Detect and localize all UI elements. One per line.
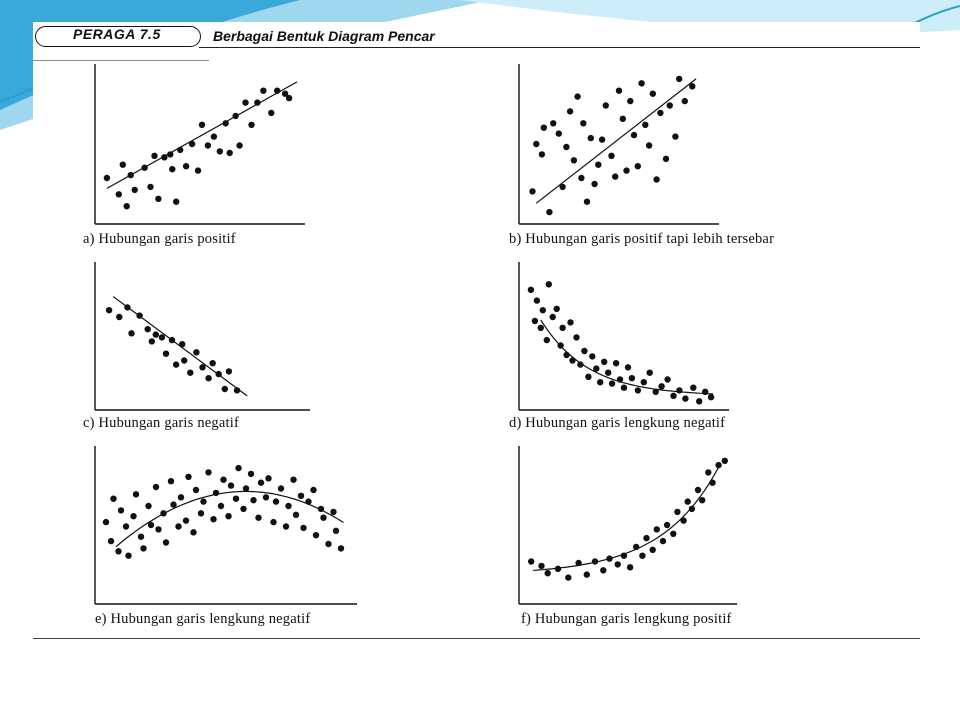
data-point-e-10 <box>140 545 146 551</box>
data-point-b-34 <box>663 156 669 162</box>
header-subrule <box>33 60 209 61</box>
data-point-a-2 <box>120 162 126 168</box>
scatter-plot-e <box>95 446 357 604</box>
data-point-e-59 <box>330 509 336 515</box>
data-point-a-27 <box>248 122 254 128</box>
data-point-d-37 <box>682 395 688 401</box>
data-point-f-7 <box>592 558 598 564</box>
data-point-c-4 <box>136 312 142 318</box>
data-point-b-25 <box>627 98 633 104</box>
data-point-f-1 <box>538 563 544 569</box>
data-point-b-38 <box>682 98 688 104</box>
data-point-e-7 <box>130 513 136 519</box>
data-point-d-16 <box>581 348 587 354</box>
data-point-f-14 <box>639 553 645 559</box>
data-point-c-17 <box>205 375 211 381</box>
data-point-d-14 <box>573 334 579 340</box>
data-point-c-11 <box>173 361 179 367</box>
data-point-b-37 <box>676 76 682 82</box>
trend-line-b <box>536 79 696 203</box>
data-point-c-5 <box>145 326 151 332</box>
data-point-c-16 <box>199 364 205 370</box>
data-point-a-18 <box>199 122 205 128</box>
data-point-c-3 <box>128 330 134 336</box>
data-point-b-29 <box>642 122 648 128</box>
data-point-d-15 <box>577 361 583 367</box>
data-point-b-11 <box>574 93 580 99</box>
data-point-b-21 <box>612 173 618 179</box>
data-point-f-24 <box>689 506 695 512</box>
scatter-panel-c <box>95 262 310 410</box>
data-point-e-14 <box>155 526 161 532</box>
data-point-b-3 <box>541 125 547 131</box>
data-point-d-24 <box>613 360 619 366</box>
data-point-c-0 <box>106 307 112 313</box>
scatter-plot-f <box>519 446 737 604</box>
data-point-b-24 <box>623 167 629 173</box>
data-point-a-9 <box>155 196 161 202</box>
caption-c: c) Hubungan garis negatif <box>83 415 239 431</box>
data-point-a-29 <box>260 88 266 94</box>
scatter-plot-a <box>95 64 305 224</box>
data-point-e-42 <box>263 494 269 500</box>
data-point-b-23 <box>620 116 626 122</box>
data-point-b-28 <box>638 80 644 86</box>
data-point-e-52 <box>300 525 306 531</box>
data-point-d-1 <box>532 318 538 324</box>
data-point-b-4 <box>546 209 552 215</box>
data-point-b-13 <box>580 120 586 126</box>
caption-d: d) Hubungan garis lengkung negatif <box>509 415 726 431</box>
data-point-b-19 <box>603 102 609 108</box>
data-point-e-30 <box>218 503 224 509</box>
data-point-d-22 <box>605 370 611 376</box>
data-point-a-17 <box>195 167 201 173</box>
data-point-d-4 <box>540 307 546 313</box>
data-point-e-11 <box>145 503 151 509</box>
data-point-d-25 <box>617 376 623 382</box>
data-point-f-15 <box>643 535 649 541</box>
data-point-e-48 <box>285 503 291 509</box>
data-point-f-9 <box>606 555 612 561</box>
data-point-e-16 <box>163 539 169 545</box>
data-point-b-31 <box>650 91 656 97</box>
data-point-a-22 <box>223 120 229 126</box>
data-point-a-28 <box>254 99 260 105</box>
data-point-b-20 <box>608 153 614 159</box>
data-point-d-9 <box>557 342 563 348</box>
figure-sheet <box>33 22 920 639</box>
data-point-b-6 <box>556 130 562 136</box>
data-point-d-41 <box>708 394 714 400</box>
data-point-f-26 <box>699 497 705 503</box>
data-point-b-17 <box>595 162 601 168</box>
data-point-a-8 <box>151 153 157 159</box>
data-point-c-22 <box>234 387 240 393</box>
data-point-e-43 <box>265 475 271 481</box>
data-point-c-2 <box>124 304 130 310</box>
data-point-e-41 <box>258 480 264 486</box>
data-point-d-26 <box>621 385 627 391</box>
data-point-e-6 <box>125 553 131 559</box>
data-point-b-2 <box>539 151 545 157</box>
data-point-b-36 <box>672 133 678 139</box>
data-point-d-31 <box>647 370 653 376</box>
data-point-f-11 <box>621 553 627 559</box>
data-point-f-3 <box>555 566 561 572</box>
data-point-e-5 <box>123 523 129 529</box>
data-point-e-39 <box>250 497 256 503</box>
figure-title: Berbagai Bentuk Diagram Pencar <box>213 28 435 44</box>
data-point-e-46 <box>278 485 284 491</box>
data-point-e-57 <box>320 515 326 521</box>
scatter-panel-a <box>95 64 305 224</box>
data-point-d-20 <box>597 379 603 385</box>
data-point-f-17 <box>654 526 660 532</box>
data-point-b-14 <box>584 199 590 205</box>
data-point-e-44 <box>270 519 276 525</box>
data-point-e-21 <box>183 517 189 523</box>
data-point-a-33 <box>286 95 292 101</box>
data-point-d-2 <box>534 297 540 303</box>
data-point-b-12 <box>578 175 584 181</box>
data-point-f-22 <box>680 517 686 523</box>
data-point-e-32 <box>225 513 231 519</box>
data-point-e-34 <box>233 496 239 502</box>
data-point-f-0 <box>528 558 534 564</box>
data-point-f-29 <box>715 462 721 468</box>
data-point-d-6 <box>546 281 552 287</box>
data-point-c-8 <box>159 334 165 340</box>
data-point-e-40 <box>255 515 261 521</box>
caption-f: f) Hubungan garis lengkung positif <box>521 611 732 627</box>
data-point-a-1 <box>116 191 122 197</box>
data-point-c-10 <box>169 337 175 343</box>
data-point-f-23 <box>685 498 691 504</box>
data-point-a-12 <box>169 166 175 172</box>
data-point-f-16 <box>650 547 656 553</box>
data-point-e-36 <box>240 506 246 512</box>
data-point-e-37 <box>243 485 249 491</box>
data-point-a-20 <box>211 133 217 139</box>
data-point-f-13 <box>633 544 639 550</box>
data-point-c-14 <box>187 370 193 376</box>
scatter-panel-b <box>519 64 719 224</box>
trend-line-a <box>107 82 297 189</box>
data-point-f-18 <box>660 538 666 544</box>
data-point-c-15 <box>193 349 199 355</box>
data-point-e-45 <box>273 498 279 504</box>
data-point-f-2 <box>545 570 551 576</box>
data-point-e-18 <box>170 501 176 507</box>
data-point-f-12 <box>627 564 633 570</box>
scatter-plot-b <box>519 64 719 224</box>
data-point-a-25 <box>236 142 242 148</box>
data-point-c-21 <box>226 368 232 374</box>
data-point-f-19 <box>664 522 670 528</box>
data-point-b-30 <box>646 142 652 148</box>
data-point-e-55 <box>313 532 319 538</box>
data-point-e-15 <box>160 510 166 516</box>
caption-b: b) Hubungan garis positif tapi lebih tersebar <box>509 231 775 247</box>
data-point-d-10 <box>559 325 565 331</box>
figure-number-label: PERAGA 7.5 <box>73 26 161 42</box>
data-point-a-23 <box>227 150 233 156</box>
data-point-b-8 <box>563 144 569 150</box>
data-point-e-0 <box>103 519 109 525</box>
trend-curve-f <box>533 463 721 570</box>
data-point-e-23 <box>190 529 196 535</box>
data-point-d-19 <box>593 365 599 371</box>
data-point-f-30 <box>722 458 728 464</box>
data-point-b-15 <box>588 135 594 141</box>
data-point-a-16 <box>189 141 195 147</box>
scatter-panel-e <box>95 446 357 604</box>
data-point-e-29 <box>213 490 219 496</box>
data-point-b-35 <box>667 102 673 108</box>
caption-a: a) Hubungan garis positif <box>83 231 236 247</box>
data-point-d-18 <box>589 353 595 359</box>
data-point-b-0 <box>529 188 535 194</box>
data-point-d-7 <box>550 314 556 320</box>
data-point-c-13 <box>181 357 187 363</box>
data-point-e-2 <box>110 496 116 502</box>
data-point-b-33 <box>657 110 663 116</box>
data-point-d-11 <box>563 352 569 358</box>
data-point-b-16 <box>591 181 597 187</box>
data-point-a-14 <box>177 147 183 153</box>
data-point-e-28 <box>210 516 216 522</box>
data-point-f-28 <box>709 480 715 486</box>
data-point-a-4 <box>128 172 134 178</box>
data-point-e-49 <box>290 477 296 483</box>
data-point-e-38 <box>248 471 254 477</box>
data-point-f-27 <box>705 469 711 475</box>
data-point-b-7 <box>559 184 565 190</box>
data-point-d-28 <box>629 375 635 381</box>
data-point-d-8 <box>554 306 560 312</box>
data-point-c-6 <box>149 338 155 344</box>
data-point-c-12 <box>179 341 185 347</box>
data-point-a-24 <box>232 113 238 119</box>
data-point-f-25 <box>695 487 701 493</box>
data-point-b-27 <box>635 163 641 169</box>
data-point-e-1 <box>108 538 114 544</box>
data-point-f-8 <box>600 567 606 573</box>
data-point-a-19 <box>205 142 211 148</box>
data-point-c-1 <box>116 314 122 320</box>
data-point-d-17 <box>585 374 591 380</box>
data-point-e-25 <box>198 510 204 516</box>
data-point-d-27 <box>625 364 631 370</box>
data-point-e-9 <box>138 534 144 540</box>
data-point-e-27 <box>205 469 211 475</box>
data-point-b-32 <box>653 176 659 182</box>
scatter-plot-c <box>95 262 310 410</box>
data-point-b-9 <box>567 108 573 114</box>
data-point-a-7 <box>147 184 153 190</box>
data-point-a-15 <box>183 163 189 169</box>
data-point-d-40 <box>702 389 708 395</box>
scatter-plot-d <box>519 262 729 410</box>
data-point-a-21 <box>217 148 223 154</box>
data-point-e-51 <box>298 493 304 499</box>
data-point-d-33 <box>658 383 664 389</box>
data-point-e-60 <box>333 528 339 534</box>
data-point-e-12 <box>148 522 154 528</box>
data-point-e-58 <box>325 541 331 547</box>
data-point-d-35 <box>670 393 676 399</box>
data-point-d-32 <box>653 389 659 395</box>
data-point-a-5 <box>132 187 138 193</box>
data-point-e-50 <box>293 512 299 518</box>
data-point-b-26 <box>631 132 637 138</box>
data-point-f-20 <box>670 531 676 537</box>
data-point-d-39 <box>696 398 702 404</box>
data-point-d-5 <box>544 337 550 343</box>
data-point-e-33 <box>228 482 234 488</box>
data-point-f-6 <box>584 571 590 577</box>
header-rule <box>199 47 920 48</box>
data-point-a-13 <box>173 199 179 205</box>
data-point-d-13 <box>569 357 575 363</box>
data-point-d-38 <box>690 385 696 391</box>
data-point-d-34 <box>664 376 670 382</box>
data-point-f-10 <box>615 561 621 567</box>
data-point-b-39 <box>689 83 695 89</box>
data-point-d-36 <box>676 387 682 393</box>
data-point-a-10 <box>161 154 167 160</box>
data-point-a-26 <box>242 99 248 105</box>
data-point-c-7 <box>153 331 159 337</box>
data-point-e-8 <box>133 491 139 497</box>
data-point-a-3 <box>124 203 130 209</box>
data-point-e-54 <box>310 487 316 493</box>
data-point-c-19 <box>216 371 222 377</box>
data-point-d-29 <box>635 387 641 393</box>
scatter-panel-d <box>519 262 729 410</box>
scatter-panel-f <box>519 446 737 604</box>
data-point-b-22 <box>616 88 622 94</box>
data-point-a-6 <box>141 165 147 171</box>
data-point-c-18 <box>210 360 216 366</box>
data-point-a-31 <box>274 88 280 94</box>
data-point-a-0 <box>104 175 110 181</box>
data-point-e-20 <box>178 494 184 500</box>
data-point-f-4 <box>565 574 571 580</box>
data-point-d-30 <box>641 379 647 385</box>
data-point-a-30 <box>268 110 274 116</box>
data-point-d-23 <box>609 380 615 386</box>
data-point-c-9 <box>163 351 169 357</box>
data-point-e-56 <box>318 506 324 512</box>
data-point-e-35 <box>235 465 241 471</box>
data-point-c-20 <box>222 386 228 392</box>
data-point-e-31 <box>220 477 226 483</box>
data-point-b-5 <box>550 120 556 126</box>
data-point-d-12 <box>567 319 573 325</box>
data-point-b-18 <box>599 136 605 142</box>
data-point-d-0 <box>528 287 534 293</box>
data-point-f-21 <box>674 509 680 515</box>
data-point-b-1 <box>533 141 539 147</box>
data-point-e-17 <box>168 478 174 484</box>
data-point-d-21 <box>601 359 607 365</box>
data-point-e-53 <box>305 498 311 504</box>
data-point-e-22 <box>185 474 191 480</box>
data-point-e-19 <box>175 523 181 529</box>
data-point-e-61 <box>338 545 344 551</box>
data-point-e-24 <box>193 487 199 493</box>
data-point-f-5 <box>575 560 581 566</box>
data-point-b-10 <box>571 157 577 163</box>
data-point-e-4 <box>118 507 124 513</box>
data-point-e-13 <box>153 484 159 490</box>
caption-e: e) Hubungan garis lengkung negatif <box>95 611 311 627</box>
data-point-e-26 <box>200 498 206 504</box>
data-point-d-3 <box>538 325 544 331</box>
data-point-a-11 <box>167 151 173 157</box>
data-point-e-47 <box>283 523 289 529</box>
data-point-e-3 <box>115 548 121 554</box>
